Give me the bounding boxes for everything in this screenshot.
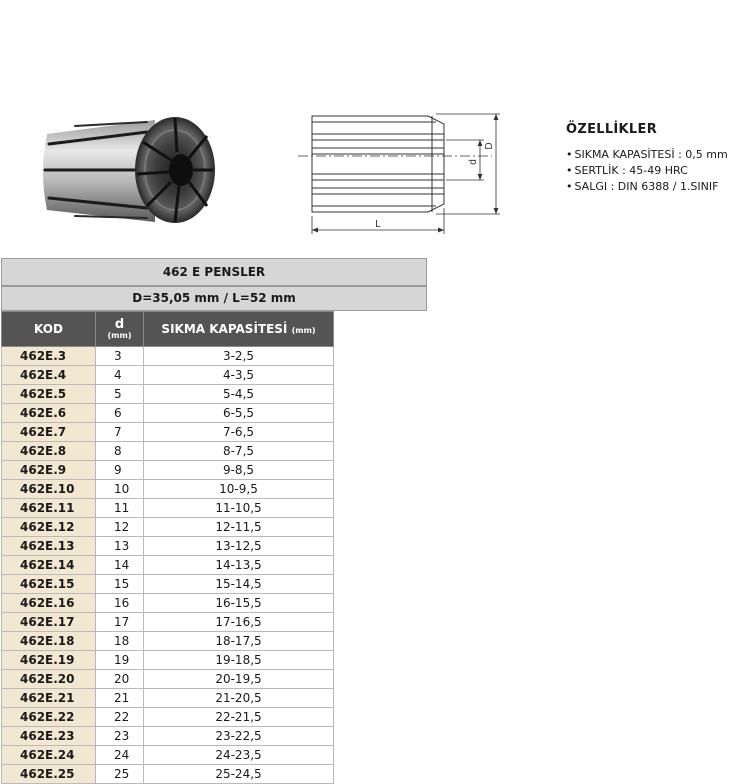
collet-table xyxy=(1,311,334,784)
table-row xyxy=(2,632,334,651)
table-row xyxy=(2,518,334,537)
row-capacity: 20-19,5 xyxy=(144,670,334,689)
row-d: 23 xyxy=(96,727,144,746)
row-capacity: 11-10,5 xyxy=(144,499,334,518)
features-title: ÖZELLİKLER xyxy=(566,122,658,137)
row-d: 14 xyxy=(96,556,144,575)
row-d: 10 xyxy=(96,480,144,499)
row-d: 22 xyxy=(96,708,144,727)
row-kod: 462E.18 xyxy=(2,632,96,651)
row-capacity: 17-16,5 xyxy=(144,613,334,632)
header-capacity-unit: (mm) xyxy=(291,326,316,335)
feature-item-hardness: • SERTLİK : 45-49 HRC xyxy=(566,163,728,179)
table-row xyxy=(2,404,334,423)
collet-product-photo xyxy=(35,112,215,227)
row-d: 21 xyxy=(96,689,144,708)
features-list xyxy=(566,147,728,195)
row-capacity: 5-4,5 xyxy=(144,385,334,404)
table-row xyxy=(2,594,334,613)
row-capacity: 3-2,5 xyxy=(144,347,334,366)
table-body xyxy=(2,347,334,784)
table-row xyxy=(2,765,334,784)
table-row xyxy=(2,366,334,385)
row-kod: 462E.19 xyxy=(2,651,96,670)
row-capacity: 25-24,5 xyxy=(144,765,334,784)
table-header-row xyxy=(2,312,334,347)
row-capacity: 15-14,5 xyxy=(144,575,334,594)
row-d: 24 xyxy=(96,746,144,765)
row-capacity: 19-18,5 xyxy=(144,651,334,670)
table-row xyxy=(2,385,334,404)
row-kod: 462E.15 xyxy=(2,575,96,594)
table-row xyxy=(2,727,334,746)
row-kod: 462E.25 xyxy=(2,765,96,784)
table-row xyxy=(2,575,334,594)
table-row xyxy=(2,442,334,461)
row-d: 9 xyxy=(96,461,144,480)
row-capacity: 6-5,5 xyxy=(144,404,334,423)
feature-item-runout: • SALGI : DIN 6388 / 1.SINIF xyxy=(566,179,728,195)
header-d-label: d xyxy=(114,316,125,332)
row-d: 20 xyxy=(96,670,144,689)
header-capacity xyxy=(144,312,334,347)
row-capacity: 9-8,5 xyxy=(144,461,334,480)
row-capacity: 22-21,5 xyxy=(144,708,334,727)
table-row xyxy=(2,651,334,670)
row-kod: 462E.4 xyxy=(2,366,96,385)
drawing-label-L: L xyxy=(375,219,381,230)
row-d: 16 xyxy=(96,594,144,613)
row-capacity: 14-13,5 xyxy=(144,556,334,575)
row-kod: 462E.3 xyxy=(2,347,96,366)
row-kod: 462E.8 xyxy=(2,442,96,461)
row-kod: 462E.9 xyxy=(2,461,96,480)
row-kod: 462E.11 xyxy=(2,499,96,518)
table-subtitle: D=35,05 mm / L=52 mm xyxy=(1,286,427,311)
table-row xyxy=(2,670,334,689)
header-d xyxy=(96,312,144,347)
table-row xyxy=(2,746,334,765)
row-d: 19 xyxy=(96,651,144,670)
drawing-label-D: D xyxy=(484,142,495,150)
header-kod: KOD xyxy=(2,312,96,347)
table-row xyxy=(2,556,334,575)
row-d: 3 xyxy=(96,347,144,366)
row-capacity: 4-3,5 xyxy=(144,366,334,385)
row-capacity: 16-15,5 xyxy=(144,594,334,613)
table-row xyxy=(2,613,334,632)
row-capacity: 7-6,5 xyxy=(144,423,334,442)
row-d: 4 xyxy=(96,366,144,385)
header-d-unit: (mm) xyxy=(107,330,132,340)
row-d: 6 xyxy=(96,404,144,423)
table-row xyxy=(2,461,334,480)
table-row xyxy=(2,537,334,556)
row-d: 13 xyxy=(96,537,144,556)
row-d: 18 xyxy=(96,632,144,651)
row-kod: 462E.24 xyxy=(2,746,96,765)
row-d: 15 xyxy=(96,575,144,594)
row-kod: 462E.16 xyxy=(2,594,96,613)
features-panel xyxy=(566,122,728,195)
drawing-label-d: d xyxy=(468,159,479,165)
row-kod: 462E.13 xyxy=(2,537,96,556)
row-capacity: 10-9,5 xyxy=(144,480,334,499)
collet-technical-drawing xyxy=(296,104,506,236)
row-kod: 462E.7 xyxy=(2,423,96,442)
row-capacity: 12-11,5 xyxy=(144,518,334,537)
row-d: 11 xyxy=(96,499,144,518)
row-capacity: 8-7,5 xyxy=(144,442,334,461)
table-row xyxy=(2,499,334,518)
row-kod: 462E.21 xyxy=(2,689,96,708)
table-row xyxy=(2,708,334,727)
row-d: 17 xyxy=(96,613,144,632)
row-kod: 462E.14 xyxy=(2,556,96,575)
row-kod: 462E.23 xyxy=(2,727,96,746)
row-d: 8 xyxy=(96,442,144,461)
row-capacity: 13-12,5 xyxy=(144,537,334,556)
table-title: 462 E PENSLER xyxy=(1,258,427,286)
row-capacity: 23-22,5 xyxy=(144,727,334,746)
header-capacity-label: SIKMA KAPASİTESİ xyxy=(161,322,288,336)
row-kod: 462E.22 xyxy=(2,708,96,727)
row-capacity: 24-23,5 xyxy=(144,746,334,765)
table-row xyxy=(2,480,334,499)
row-kod: 462E.17 xyxy=(2,613,96,632)
table-row xyxy=(2,347,334,366)
row-capacity: 18-17,5 xyxy=(144,632,334,651)
feature-item-capacity: • SIKMA KAPASİTESİ : 0,5 mm xyxy=(566,147,728,163)
row-kod: 462E.20 xyxy=(2,670,96,689)
row-capacity: 21-20,5 xyxy=(144,689,334,708)
row-kod: 462E.6 xyxy=(2,404,96,423)
table-row xyxy=(2,423,334,442)
row-d: 12 xyxy=(96,518,144,537)
row-kod: 462E.12 xyxy=(2,518,96,537)
row-d: 7 xyxy=(96,423,144,442)
row-d: 5 xyxy=(96,385,144,404)
row-d: 25 xyxy=(96,765,144,784)
row-kod: 462E.5 xyxy=(2,385,96,404)
table-row xyxy=(2,689,334,708)
row-kod: 462E.10 xyxy=(2,480,96,499)
